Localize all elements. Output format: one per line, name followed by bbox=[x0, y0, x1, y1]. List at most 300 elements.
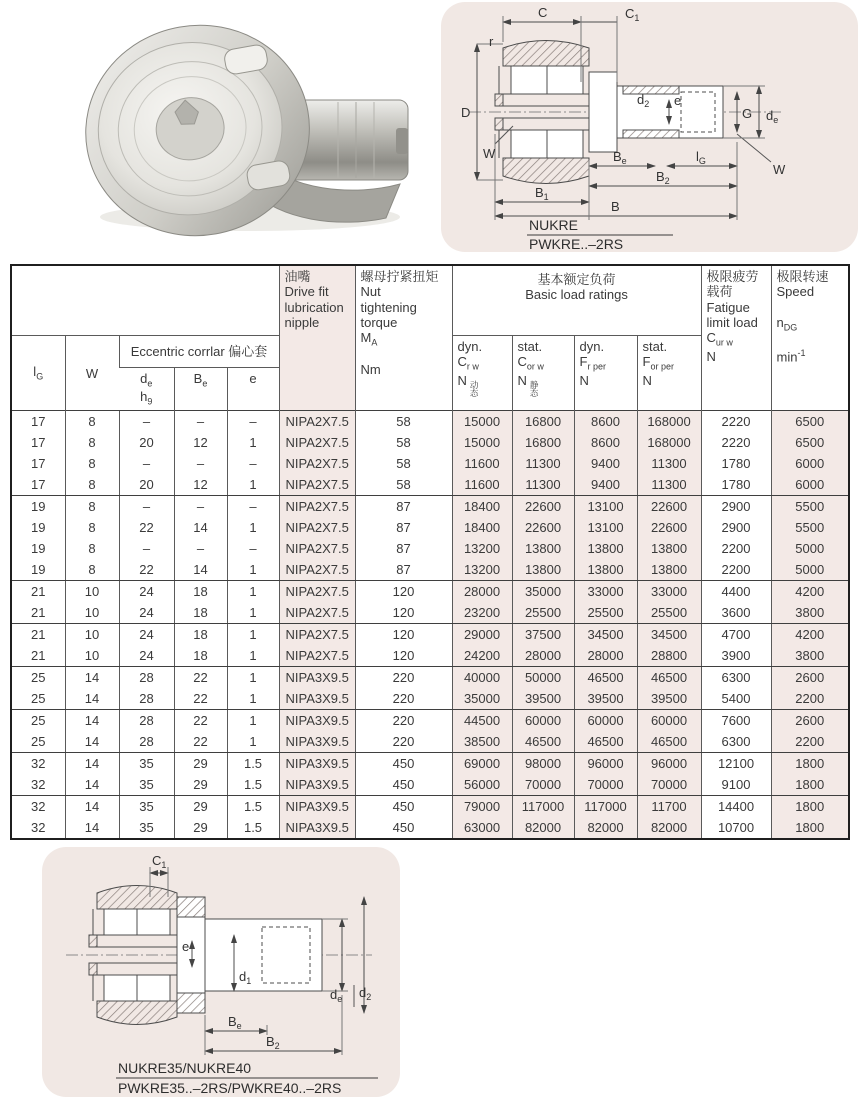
cell: 1780 bbox=[701, 453, 771, 474]
cell: 2600 bbox=[771, 710, 849, 732]
cell: 13800 bbox=[574, 559, 637, 581]
cell: 29000 bbox=[452, 624, 512, 646]
cell: 1 bbox=[227, 624, 279, 646]
table-header bbox=[11, 265, 849, 411]
cell: 25 bbox=[31, 713, 46, 729]
dim-label-e: e bbox=[674, 93, 682, 108]
table-row bbox=[11, 731, 849, 753]
cell: 8600 bbox=[574, 432, 637, 453]
cell: 120 bbox=[355, 624, 452, 646]
dim-label-Be: $B_e$ bbox=[228, 1014, 242, 1031]
cell: 32 bbox=[31, 820, 46, 836]
cell: 450 bbox=[355, 796, 452, 818]
cell: 220 bbox=[355, 710, 452, 732]
table-row bbox=[11, 559, 849, 581]
cell: 29 bbox=[174, 796, 227, 818]
diagram-bottom-panel bbox=[42, 847, 400, 1097]
cell: 21 bbox=[31, 627, 46, 643]
cell: 24 bbox=[119, 624, 174, 646]
cell: 450 bbox=[355, 753, 452, 775]
cell: 22600 bbox=[637, 517, 701, 538]
cell: – bbox=[119, 411, 174, 433]
cell: 39500 bbox=[637, 688, 701, 710]
cell: 10700 bbox=[701, 817, 771, 839]
cell: 22 bbox=[174, 688, 227, 710]
cell: 56000 bbox=[452, 774, 512, 796]
table-row bbox=[11, 474, 849, 496]
diagram-bottom-caption-line2: PWKRE35..–2RS/PWKRE40..–2RS bbox=[118, 1080, 342, 1096]
cell: 13800 bbox=[637, 538, 701, 559]
cell: 2200 bbox=[771, 731, 849, 753]
dim-label-B: B bbox=[611, 199, 620, 214]
cell: 18 bbox=[174, 581, 227, 603]
cell: 11600 bbox=[452, 453, 512, 474]
cell: 22600 bbox=[512, 517, 574, 538]
cell: – bbox=[119, 538, 174, 559]
cell: 87 bbox=[355, 496, 452, 518]
cell: 12100 bbox=[701, 753, 771, 775]
dim-label-e: e bbox=[182, 939, 190, 954]
cell: 13200 bbox=[452, 538, 512, 559]
cell: 21 bbox=[31, 584, 46, 600]
cell: 4700 bbox=[701, 624, 771, 646]
cell: 40000 bbox=[452, 667, 512, 689]
cell: 29 bbox=[174, 774, 227, 796]
cell: NIPA2X7.5 bbox=[279, 517, 355, 538]
cell: NIPA2X7.5 bbox=[279, 538, 355, 559]
cell: 19 bbox=[31, 520, 46, 536]
cell: 6500 bbox=[771, 411, 849, 433]
dim-label-W-left: W bbox=[483, 146, 496, 161]
cell: NIPA3X9.5 bbox=[279, 710, 355, 732]
cell: 1800 bbox=[771, 753, 849, 775]
cell: NIPA2X7.5 bbox=[279, 474, 355, 496]
cell: 63000 bbox=[452, 817, 512, 839]
cell: 18400 bbox=[452, 517, 512, 538]
cell: 13800 bbox=[574, 538, 637, 559]
cell: 15000 bbox=[452, 432, 512, 453]
bearing-photo bbox=[40, 12, 430, 240]
cell: 1 bbox=[227, 688, 279, 710]
cell: 38500 bbox=[452, 731, 512, 753]
cell: 25500 bbox=[637, 602, 701, 624]
cell: NIPA2X7.5 bbox=[279, 496, 355, 518]
table-row bbox=[11, 796, 849, 818]
cell: 1780 bbox=[701, 474, 771, 496]
cell: 5500 bbox=[771, 496, 849, 518]
cell: 16800 bbox=[512, 432, 574, 453]
cell: 1.5 bbox=[227, 753, 279, 775]
cell: 11300 bbox=[637, 474, 701, 496]
cell: NIPA3X9.5 bbox=[279, 753, 355, 775]
cell: NIPA2X7.5 bbox=[279, 624, 355, 646]
cell: 2200 bbox=[701, 538, 771, 559]
cell: 19 bbox=[31, 499, 46, 515]
diagram-bottom-caption-line1: NUKRE35/NUKRE40 bbox=[118, 1060, 252, 1076]
cell: 120 bbox=[355, 645, 452, 667]
cell: 22 bbox=[174, 710, 227, 732]
cell: 13800 bbox=[512, 538, 574, 559]
cell: 46500 bbox=[574, 667, 637, 689]
cell: – bbox=[174, 538, 227, 559]
cell: 1 bbox=[227, 474, 279, 496]
cell: 8 bbox=[65, 453, 119, 474]
cell: – bbox=[119, 496, 174, 518]
cell: 35 bbox=[119, 817, 174, 839]
cell: 220 bbox=[355, 731, 452, 753]
cell: 21 bbox=[11, 645, 65, 667]
cell: 60000 bbox=[512, 710, 574, 732]
dim-label-C: C bbox=[538, 5, 548, 20]
cell: 11300 bbox=[512, 474, 574, 496]
cell: 39500 bbox=[512, 688, 574, 710]
cell: – bbox=[227, 538, 279, 559]
cell: 34500 bbox=[574, 624, 637, 646]
table-row bbox=[11, 538, 849, 559]
cell: – bbox=[227, 411, 279, 433]
diagram-bottom bbox=[42, 847, 400, 1097]
cell: 14 bbox=[65, 667, 119, 689]
dim-label-d1: $d_1$ bbox=[239, 969, 252, 986]
cell: 58 bbox=[355, 411, 452, 433]
cell: 6300 bbox=[701, 667, 771, 689]
header-lubrication-nipple: 油嘴 Drive fit lubrication nipple bbox=[279, 265, 355, 411]
cell: NIPA3X9.5 bbox=[279, 817, 355, 839]
cell: 82000 bbox=[637, 817, 701, 839]
cell: 6000 bbox=[771, 453, 849, 474]
cell: 8 bbox=[65, 411, 119, 433]
cell: 4400 bbox=[701, 581, 771, 603]
cell: 19 bbox=[31, 541, 46, 557]
cell: 11600 bbox=[452, 474, 512, 496]
cell: 1 bbox=[227, 602, 279, 624]
cell: 23200 bbox=[452, 602, 512, 624]
cell: 19 bbox=[11, 559, 65, 581]
table-row bbox=[11, 688, 849, 710]
bearing-photo-illustration bbox=[40, 12, 430, 240]
cell: 22600 bbox=[512, 496, 574, 518]
cell: NIPA3X9.5 bbox=[279, 796, 355, 818]
table-row bbox=[11, 817, 849, 839]
dim-label-D: D bbox=[461, 105, 471, 120]
cell: 35000 bbox=[452, 688, 512, 710]
cell: 18 bbox=[174, 602, 227, 624]
cell: 9400 bbox=[574, 453, 637, 474]
cell: 35 bbox=[119, 774, 174, 796]
cell: 87 bbox=[355, 559, 452, 581]
dim-label-B1: $B_1$ bbox=[535, 185, 549, 202]
cell: 14 bbox=[65, 796, 119, 818]
cell: – bbox=[227, 496, 279, 518]
cell: 70000 bbox=[637, 774, 701, 796]
cell: – bbox=[174, 411, 227, 433]
header-blank bbox=[11, 265, 279, 336]
cell: 1 bbox=[227, 645, 279, 667]
cell: 120 bbox=[355, 581, 452, 603]
cell: 5000 bbox=[771, 559, 849, 581]
header-speed: 极限转速 Speed $n_{DG}$ $\min^{-1}$ bbox=[771, 265, 849, 411]
diagram-top-caption-line2: PWKRE..–2RS bbox=[529, 236, 624, 252]
cell: 1 bbox=[227, 581, 279, 603]
cell: 28800 bbox=[637, 645, 701, 667]
cell: 82000 bbox=[574, 817, 637, 839]
cell: NIPA2X7.5 bbox=[279, 602, 355, 624]
cell: 79000 bbox=[452, 796, 512, 818]
cell: 14 bbox=[65, 731, 119, 753]
cell: 60000 bbox=[637, 710, 701, 732]
cell: 10 bbox=[65, 624, 119, 646]
cell: 32 bbox=[11, 774, 65, 796]
cell: 18400 bbox=[452, 496, 512, 518]
cell: 220 bbox=[355, 688, 452, 710]
cell: 46500 bbox=[574, 731, 637, 753]
cell: 24200 bbox=[452, 645, 512, 667]
cell: 168000 bbox=[637, 432, 701, 453]
header-stat-forper: stat. $F_{or per}$ N bbox=[637, 336, 701, 411]
cell: 25 bbox=[11, 688, 65, 710]
cell: – bbox=[119, 453, 174, 474]
cell: 25500 bbox=[574, 602, 637, 624]
dim-label-lG: $l_G$ bbox=[696, 149, 706, 166]
cell: 29 bbox=[174, 817, 227, 839]
cell: 168000 bbox=[637, 411, 701, 433]
cell: 3600 bbox=[701, 602, 771, 624]
cell: 1.5 bbox=[227, 796, 279, 818]
cell: 34500 bbox=[637, 624, 701, 646]
cell: 2900 bbox=[701, 496, 771, 518]
cell: 2220 bbox=[701, 432, 771, 453]
cell: 28000 bbox=[574, 645, 637, 667]
cell: 46500 bbox=[637, 731, 701, 753]
cell: 8 bbox=[65, 559, 119, 581]
cell: 22 bbox=[174, 731, 227, 753]
cell: 28 bbox=[119, 710, 174, 732]
cell: 17 bbox=[31, 435, 46, 451]
cell: 22 bbox=[174, 667, 227, 689]
cell: 17 bbox=[31, 456, 46, 472]
cell: 35 bbox=[119, 796, 174, 818]
table-row bbox=[11, 496, 849, 518]
cell: 13100 bbox=[574, 496, 637, 518]
header-stat-corw: stat. $C_{or w}$ N 静 态 bbox=[512, 336, 574, 411]
cell: 14 bbox=[65, 753, 119, 775]
cell: 6000 bbox=[771, 474, 849, 496]
cell: 1 bbox=[227, 710, 279, 732]
cell: 13800 bbox=[637, 559, 701, 581]
cell: 17 bbox=[11, 411, 65, 433]
cell: 46500 bbox=[512, 731, 574, 753]
table-body bbox=[11, 411, 849, 840]
cell: 28 bbox=[119, 688, 174, 710]
dim-label-de: $d_e$ bbox=[330, 987, 343, 1004]
cell: 450 bbox=[355, 817, 452, 839]
cell: 1 bbox=[227, 517, 279, 538]
cell: 15000 bbox=[452, 411, 512, 433]
cell: – bbox=[174, 496, 227, 518]
cell: NIPA2X7.5 bbox=[279, 559, 355, 581]
cell: NIPA3X9.5 bbox=[279, 731, 355, 753]
cell: 5400 bbox=[701, 688, 771, 710]
cell: 9400 bbox=[574, 474, 637, 496]
table-row bbox=[11, 411, 849, 433]
cell: 69000 bbox=[452, 753, 512, 775]
cell: 1 bbox=[227, 432, 279, 453]
cell: 17 bbox=[11, 474, 65, 496]
cell: 50000 bbox=[512, 667, 574, 689]
cell: 6500 bbox=[771, 432, 849, 453]
cell: 1.5 bbox=[227, 817, 279, 839]
cell: NIPA2X7.5 bbox=[279, 645, 355, 667]
cell: 8 bbox=[65, 432, 119, 453]
cell: 16800 bbox=[512, 411, 574, 433]
diagram-top-caption-line1: NUKRE bbox=[529, 217, 579, 233]
cell: 4200 bbox=[771, 581, 849, 603]
cell: 450 bbox=[355, 774, 452, 796]
table-row bbox=[11, 774, 849, 796]
cell: 2200 bbox=[771, 688, 849, 710]
diagram-top bbox=[441, 2, 858, 252]
dim-label-r: r bbox=[489, 34, 494, 49]
cell: 11300 bbox=[637, 453, 701, 474]
cell: 12 bbox=[174, 474, 227, 496]
cell: 39500 bbox=[574, 688, 637, 710]
cell: 10 bbox=[65, 581, 119, 603]
cell: 14 bbox=[65, 710, 119, 732]
cell: 96000 bbox=[574, 753, 637, 775]
cell: 28 bbox=[119, 667, 174, 689]
dim-label-B2: $B_2$ bbox=[656, 169, 670, 186]
cell: 28 bbox=[119, 731, 174, 753]
cell: 32 bbox=[31, 799, 46, 815]
cell: 33000 bbox=[637, 581, 701, 603]
cell: 32 bbox=[31, 756, 46, 772]
cell: 25 bbox=[31, 670, 46, 686]
cell: 3900 bbox=[701, 645, 771, 667]
cell: 1 bbox=[227, 559, 279, 581]
cell: – bbox=[227, 453, 279, 474]
header-w: W bbox=[65, 336, 119, 411]
cell: 10 bbox=[65, 645, 119, 667]
cell: 22600 bbox=[637, 496, 701, 518]
cell: 1800 bbox=[771, 774, 849, 796]
cell: 6300 bbox=[701, 731, 771, 753]
table-row bbox=[11, 753, 849, 775]
cell: 3800 bbox=[771, 602, 849, 624]
cell: NIPA2X7.5 bbox=[279, 432, 355, 453]
cell: 2220 bbox=[701, 411, 771, 433]
header-de-h9: $d_e$ $h_9$ bbox=[140, 371, 153, 407]
cell: 70000 bbox=[512, 774, 574, 796]
cell: 29 bbox=[174, 753, 227, 775]
header-eccentric-collar: Eccentric corrlar 偏心套 bbox=[119, 336, 279, 368]
cell: 7600 bbox=[701, 710, 771, 732]
cell: 25500 bbox=[512, 602, 574, 624]
cell: 35 bbox=[119, 753, 174, 775]
cell: – bbox=[174, 453, 227, 474]
cell: 20 bbox=[119, 432, 174, 453]
cell: 1 bbox=[227, 667, 279, 689]
cell: 44500 bbox=[452, 710, 512, 732]
cell: 22 bbox=[119, 559, 174, 581]
header-e: e bbox=[227, 368, 279, 411]
cell: 28000 bbox=[512, 645, 574, 667]
cell: 82000 bbox=[512, 817, 574, 839]
cell: 58 bbox=[355, 432, 452, 453]
cell: 14 bbox=[174, 517, 227, 538]
cell: 8600 bbox=[574, 411, 637, 433]
table-row bbox=[11, 432, 849, 453]
cell: 3800 bbox=[771, 645, 849, 667]
table-row bbox=[11, 581, 849, 603]
cell: 46500 bbox=[637, 667, 701, 689]
cell: NIPA3X9.5 bbox=[279, 688, 355, 710]
cell: 9100 bbox=[701, 774, 771, 796]
table-row bbox=[11, 602, 849, 624]
dim-label-C1: $C_1$ bbox=[625, 6, 640, 23]
cell: 98000 bbox=[512, 753, 574, 775]
cell: 117000 bbox=[574, 796, 637, 818]
cell: 4200 bbox=[771, 624, 849, 646]
cell: 11700 bbox=[637, 796, 701, 818]
dim-label-d2: $d_2$ bbox=[637, 92, 650, 109]
dim-label-G: G bbox=[742, 106, 753, 121]
cell: 20 bbox=[119, 474, 174, 496]
cell: 58 bbox=[355, 453, 452, 474]
table-row bbox=[11, 624, 849, 646]
dim-label-B2: $B_2$ bbox=[266, 1034, 280, 1051]
cell: 8 bbox=[65, 474, 119, 496]
cell: NIPA2X7.5 bbox=[279, 411, 355, 433]
dim-label-W-right: W bbox=[773, 162, 786, 177]
cell: 11300 bbox=[512, 453, 574, 474]
cell: 13100 bbox=[574, 517, 637, 538]
dim-label-Be: $B_e$ bbox=[613, 149, 627, 166]
cell: 87 bbox=[355, 538, 452, 559]
table-row bbox=[11, 517, 849, 538]
cell: 13200 bbox=[452, 559, 512, 581]
cell: 2900 bbox=[701, 517, 771, 538]
cell: 5000 bbox=[771, 538, 849, 559]
cell: NIPA2X7.5 bbox=[279, 453, 355, 474]
table-row bbox=[11, 453, 849, 474]
cell: 2600 bbox=[771, 667, 849, 689]
cell: 14400 bbox=[701, 796, 771, 818]
cell: 8 bbox=[65, 538, 119, 559]
cell: NIPA3X9.5 bbox=[279, 667, 355, 689]
cell: 8 bbox=[65, 517, 119, 538]
table-row bbox=[11, 645, 849, 667]
cell: 14 bbox=[65, 774, 119, 796]
cell: 13800 bbox=[512, 559, 574, 581]
cell: 1 bbox=[227, 731, 279, 753]
stud-slot bbox=[396, 128, 408, 154]
cell: 24 bbox=[119, 602, 174, 624]
cell: 24 bbox=[119, 645, 174, 667]
dim-label-de: $d_e$ bbox=[766, 108, 779, 125]
cell: NIPA3X9.5 bbox=[279, 774, 355, 796]
cell: 28000 bbox=[452, 581, 512, 603]
cell: 60000 bbox=[574, 710, 637, 732]
cell: 117000 bbox=[512, 796, 574, 818]
cell: 12 bbox=[174, 432, 227, 453]
cell: 1800 bbox=[771, 796, 849, 818]
header-tightening-torque: 螺母拧紧扭矩 Nut tightening torque $M_A$ Nm bbox=[355, 265, 452, 411]
cell: 14 bbox=[174, 559, 227, 581]
cell: 25 bbox=[11, 731, 65, 753]
cell: 1.5 bbox=[227, 774, 279, 796]
dim-label-d2: $d_2$ bbox=[359, 985, 372, 1002]
table-row bbox=[11, 710, 849, 732]
